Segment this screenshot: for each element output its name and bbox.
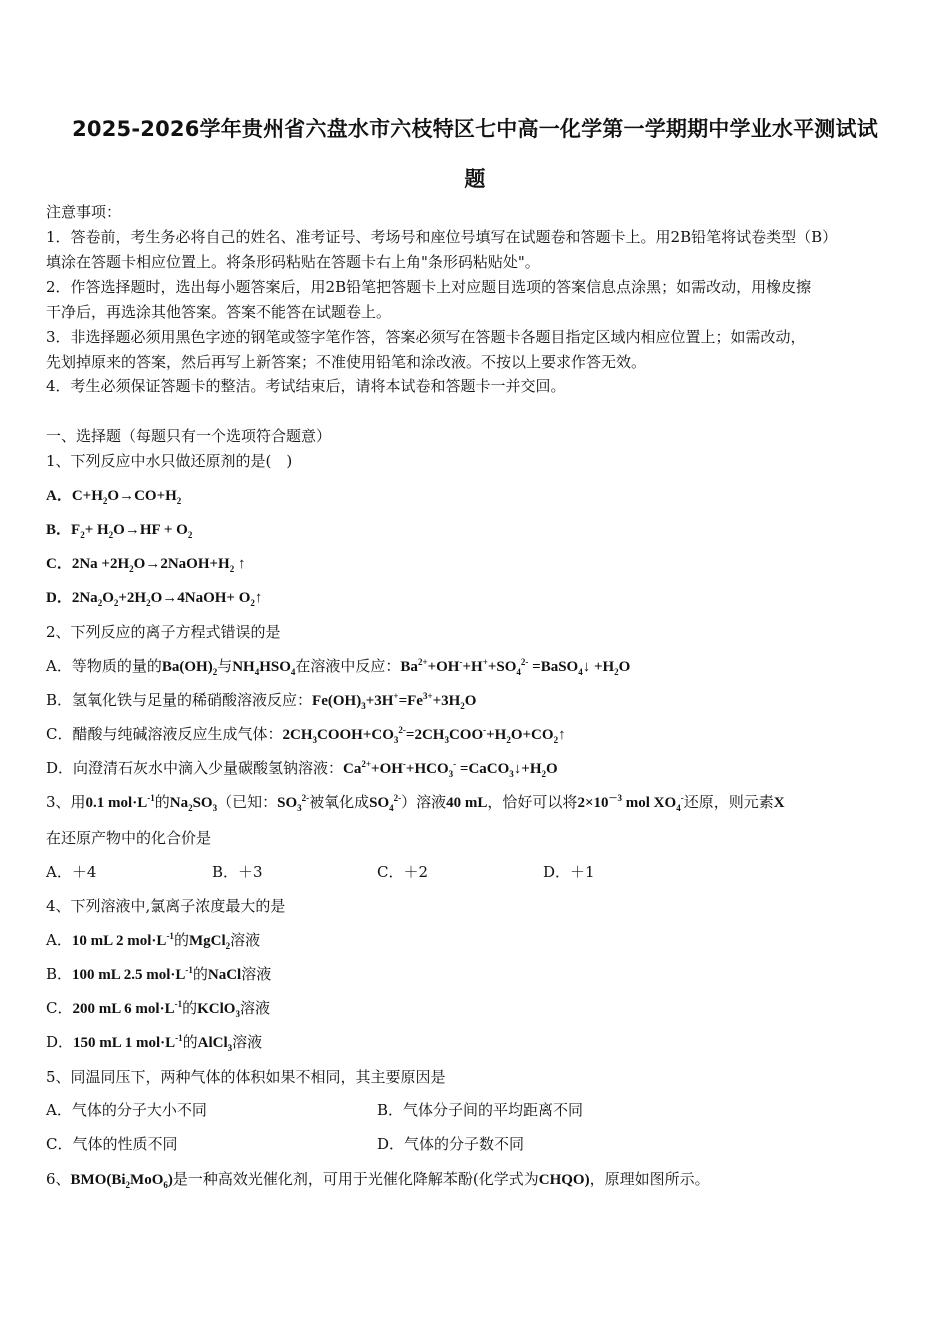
question-4-option-d: D．150 mL 1 $mol\cdot L^{-1}$的AlCl$_3$溶液 (46, 1033, 263, 1053)
question-4-option-a: A．10 mL 2 $mol\cdot L^{-1}$的MgCl$_2$溶液 (46, 931, 261, 951)
question-1-option-d: D．$2Na_2O_2+2H_2O\to 4NaOH+$ $O_2↑$ (46, 590, 263, 608)
section-heading: 一、选择题（每题只有一个选项符合题意） (46, 427, 332, 445)
question-2-stem: 2、下列反应的离子方程式错误的是 (46, 623, 281, 641)
question-1-option-a: A．$C+H_2O\to CO+H_2$ (46, 488, 182, 506)
question-1-stem: 1、下列反应中水只做还原剂的是( ) (46, 452, 293, 470)
notice-item-3b: 先划掉原来的答案，然后再写上新答案；不准使用铅笔和涂改液。不按以上要求作答无效。 (46, 353, 647, 371)
notice-heading: 注意事项： (46, 203, 122, 221)
notice-item-2a: 2．作答选择题时，选出每小题答案后，用2B铅笔把答题卡上对应题目选项的答案信息点涂黑；如需改动，用橡皮擦 (46, 278, 812, 296)
exam-title-line1: 2025-2026学年贵州省六盘水市六枝特区七中高一化学第一学期期中学业水平测试试 (72, 117, 878, 141)
question-2-option-a: A．等物质的量的$Ba(OH)_2$与$NH_4HSO_4$在溶液中反应：$Ba^{2+}+OH^-+H^++SO_4^{2-}$ =BaSO$_4$↓ $+H_2O$ (46, 657, 631, 677)
question-3-option-d: D．＋1 (543, 863, 595, 881)
question-5-stem: 5、同温同压下，两种气体的体积如果不相同，其主要原因是 (46, 1068, 446, 1086)
question-4-stem: 4、下列溶液中,氯离子浓度最大的是 (46, 897, 286, 915)
question-3-stem: 3、用0.1 $mol\cdot L^{-1}$的$Na_2SO_3$（已知：$SO_3^{2-}$被氧化成$SO_4^{2-}$）溶液40 mL，恰好可以将$2\times 10^{-3}$ mol $XO_4^-$还原，则元素X (46, 793, 785, 813)
notice-item-3a: 3．非选择题必须用黑色字迹的钢笔或签字笔作答，答案必须写在答题卡各题目指定区域内相应位置上；如需改动， (46, 328, 806, 346)
question-5-option-b: B．气体分子间的平均距离不同 (377, 1101, 584, 1119)
question-5-option-c: C．气体的性质不同 (46, 1135, 178, 1153)
notice-item-2b: 干净后，再选涂其他答案。答案不能答在试题卷上。 (46, 303, 392, 321)
question-1-option-b: B．$F_2+ H_2O\to HF + O_2$ (46, 522, 193, 540)
question-3-option-b: B．＋3 (212, 863, 263, 881)
notice-item-1b: 填涂在答题卡相应位置上。将条形码粘贴在答题卡右上角"条形码粘贴处"。 (46, 253, 540, 271)
question-5-option-d: D．气体的分子数不同 (377, 1135, 525, 1153)
question-5-option-a: A．气体的分子大小不同 (46, 1101, 207, 1119)
question-4-option-b: B．100 mL 2.5 $mol\cdot L^{-1}$的NaCl溶液 (46, 965, 272, 983)
question-2-option-b: B．氢氧化铁与足量的稀硝酸溶液反应：$Fe(OH)_3+3H^+=Fe^{3+}+3H_2O$ (46, 691, 477, 711)
question-3-stem-line2: 在还原产物中的化合价是 (46, 829, 212, 847)
question-3-option-c: C．＋2 (377, 863, 429, 881)
exam-title-line2: 题 (464, 167, 486, 191)
notice-item-1a: 1．答卷前，考生务必将自己的姓名、准考证号、考场号和座位号填写在试题卷和答题卡上。用2B铅笔将试卷类型（B） (46, 228, 838, 246)
question-6-stem: 6、$BMO(Bi_2MoO_6)$是一种高效光催化剂，可用于光催化降解苯酚(化学式为CHQO)，原理如图所示。 (46, 1170, 710, 1190)
question-1-option-c: C．$2Na +2H_2O\to 2NaOH+H_2$ ↑ (46, 556, 246, 574)
question-2-option-d: D．向澄清石灰水中滴入少量碳酸氢钠溶液：$Ca^{2+}+OH^-+HCO_3^-$ $=CaCO_3↓+H_2O$ (46, 759, 558, 779)
question-3-option-a: A．＋4 (46, 863, 97, 881)
question-4-option-c: C．200 mL 6 $mol\cdot L^{-1}$的KClO$_3$溶液 (46, 999, 270, 1019)
question-2-option-c: C．醋酸与纯碱溶液反应生成气体：$2CH_3COOH+CO_3^{2-}=2CH_3COO^-+H_2O+CO_2↑$ (46, 725, 566, 745)
notice-item-4: 4．考生必须保证答题卡的整洁。考试结束后，请将本试卷和答题卡一并交回。 (46, 377, 566, 395)
